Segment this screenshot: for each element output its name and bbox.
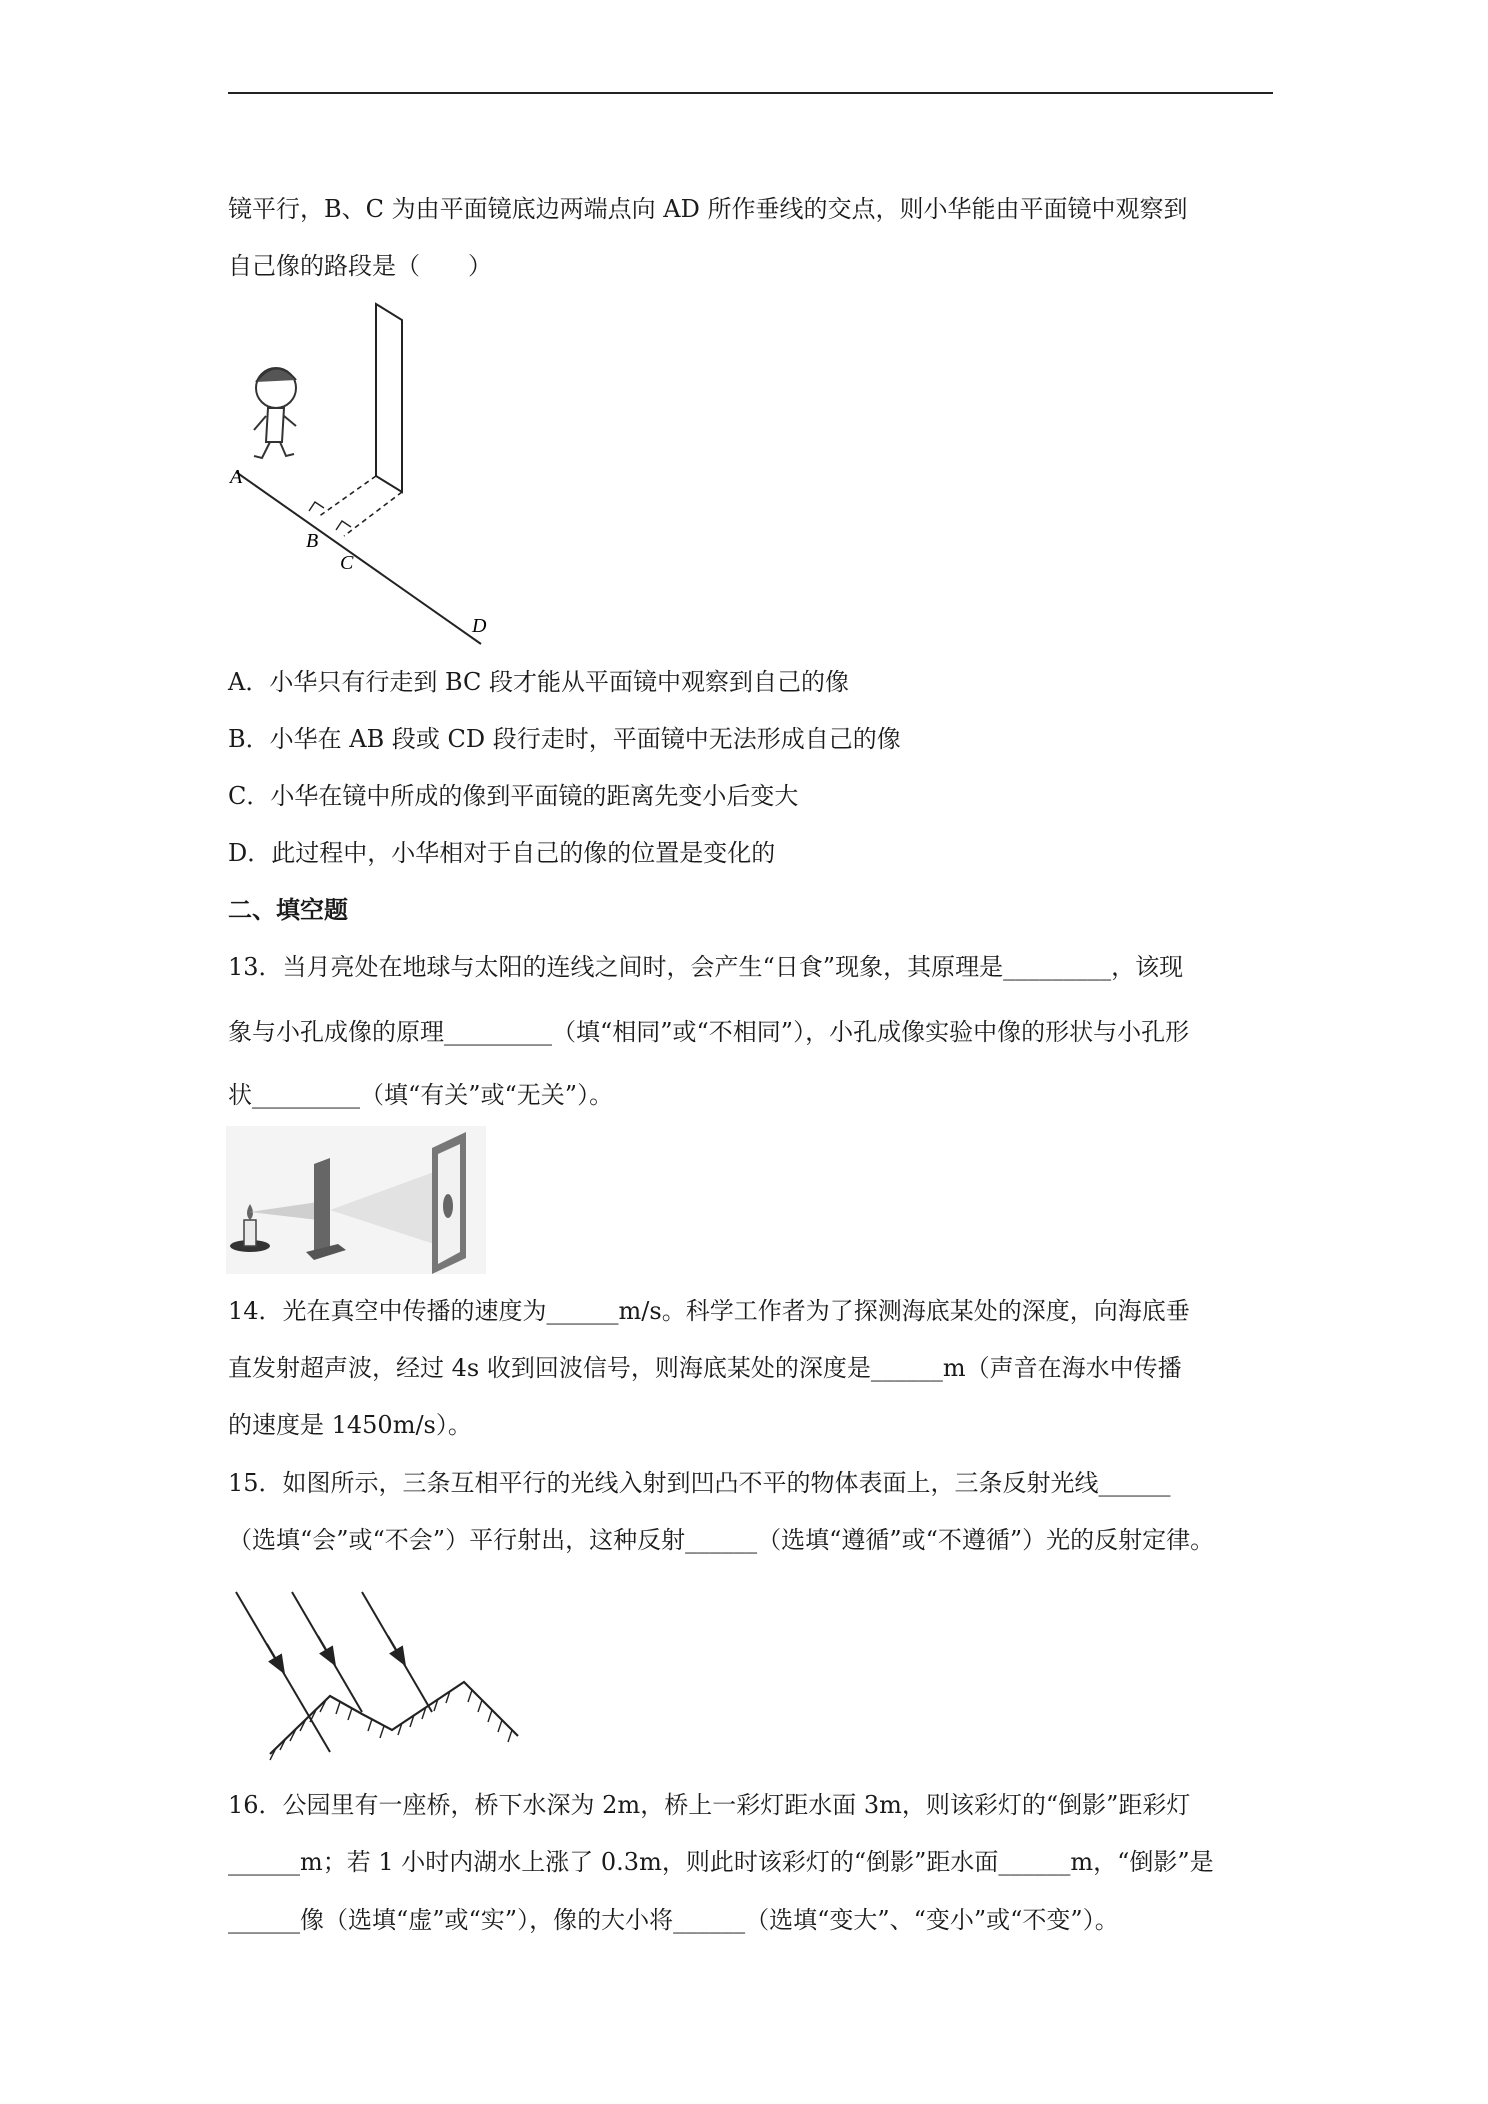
label-d: D: [472, 615, 487, 637]
header-rule: [228, 92, 1273, 94]
q12-option-c: C．小华在镜中所成的像到平面镜的距离先变小后变大: [228, 782, 799, 810]
q16-line-2: ______m；若 1 小时内湖水上涨了 0.3m，则此时该彩灯的“倒影”距水面______m，“倒影”是: [228, 1848, 1214, 1876]
road-line: [236, 472, 481, 644]
q15-reflection-figure: [232, 1584, 532, 1764]
boy-drawing: [254, 368, 296, 458]
q13-line-3: 状_________（填“有关”或“无关”）。: [228, 1081, 614, 1109]
q15-line-1: 15．如图所示，三条互相平行的光线入射到凹凸不平的物体表面上，三条反射光线______: [228, 1469, 1171, 1497]
q16-line-1: 16．公园里有一座桥，桥下水深为 2m，桥上一彩灯距水面 3m，则该彩灯的“倒影”距彩灯: [228, 1791, 1191, 1819]
label-b: B: [306, 530, 319, 552]
q14-line-3: 的速度是 1450m/s）。: [228, 1411, 472, 1439]
q12-option-d: D．此过程中，小华相对于自己的像的位置是变化的: [228, 839, 776, 867]
q12-mirror-figure: [226, 296, 516, 652]
q13-pinhole-figure: [226, 1126, 486, 1274]
label-c: C: [340, 552, 354, 574]
label-a: A: [230, 466, 243, 488]
q12-stem-line-1: 镜平行，B、C 为由平面镜底边两端点向 AD 所作垂线的交点，则小华能由平面镜中观察到: [228, 195, 1188, 223]
section-title: 二、填空题: [228, 896, 348, 924]
uneven-surface: [270, 1682, 518, 1754]
q12-stem-line-2: 自己像的路段是（ ）: [228, 252, 492, 280]
q12-option-a: A．小华只有行走到 BC 段才能从平面镜中观察到自己的像: [228, 668, 850, 696]
q12-option-b: B．小华在 AB 段或 CD 段行走时，平面镜中无法形成自己的像: [228, 725, 901, 753]
q13-line-1: 13．当月亮处在地球与太阳的连线之间时，会产生“日食”现象，其原理是_________，该现: [228, 953, 1184, 981]
q16-line-3: ______像（选填“虚”或“实”），像的大小将______（选填“变大”、“变小”或“不变”）。: [228, 1906, 1119, 1934]
q15-line-2: （选填“会”或“不会”）平行射出，这种反射______（选填“遵循”或“不遵循”）光的反射定律。: [228, 1526, 1215, 1554]
mirror-drawing: [376, 304, 402, 492]
q14-line-2: 直发射超声波，经过 4s 收到回波信号，则海底某处的深度是______m（声音在海水中传播: [228, 1354, 1182, 1382]
screen-drawing: [432, 1132, 466, 1274]
q13-line-2: 象与小孔成像的原理_________（填“相同”或“不相同”），小孔成像实验中像的形状与小孔形: [228, 1018, 1190, 1046]
q14-line-1: 14．光在真空中传播的速度为______m/s。科学工作者为了探测海底某处的深度，向海底垂: [228, 1297, 1190, 1325]
